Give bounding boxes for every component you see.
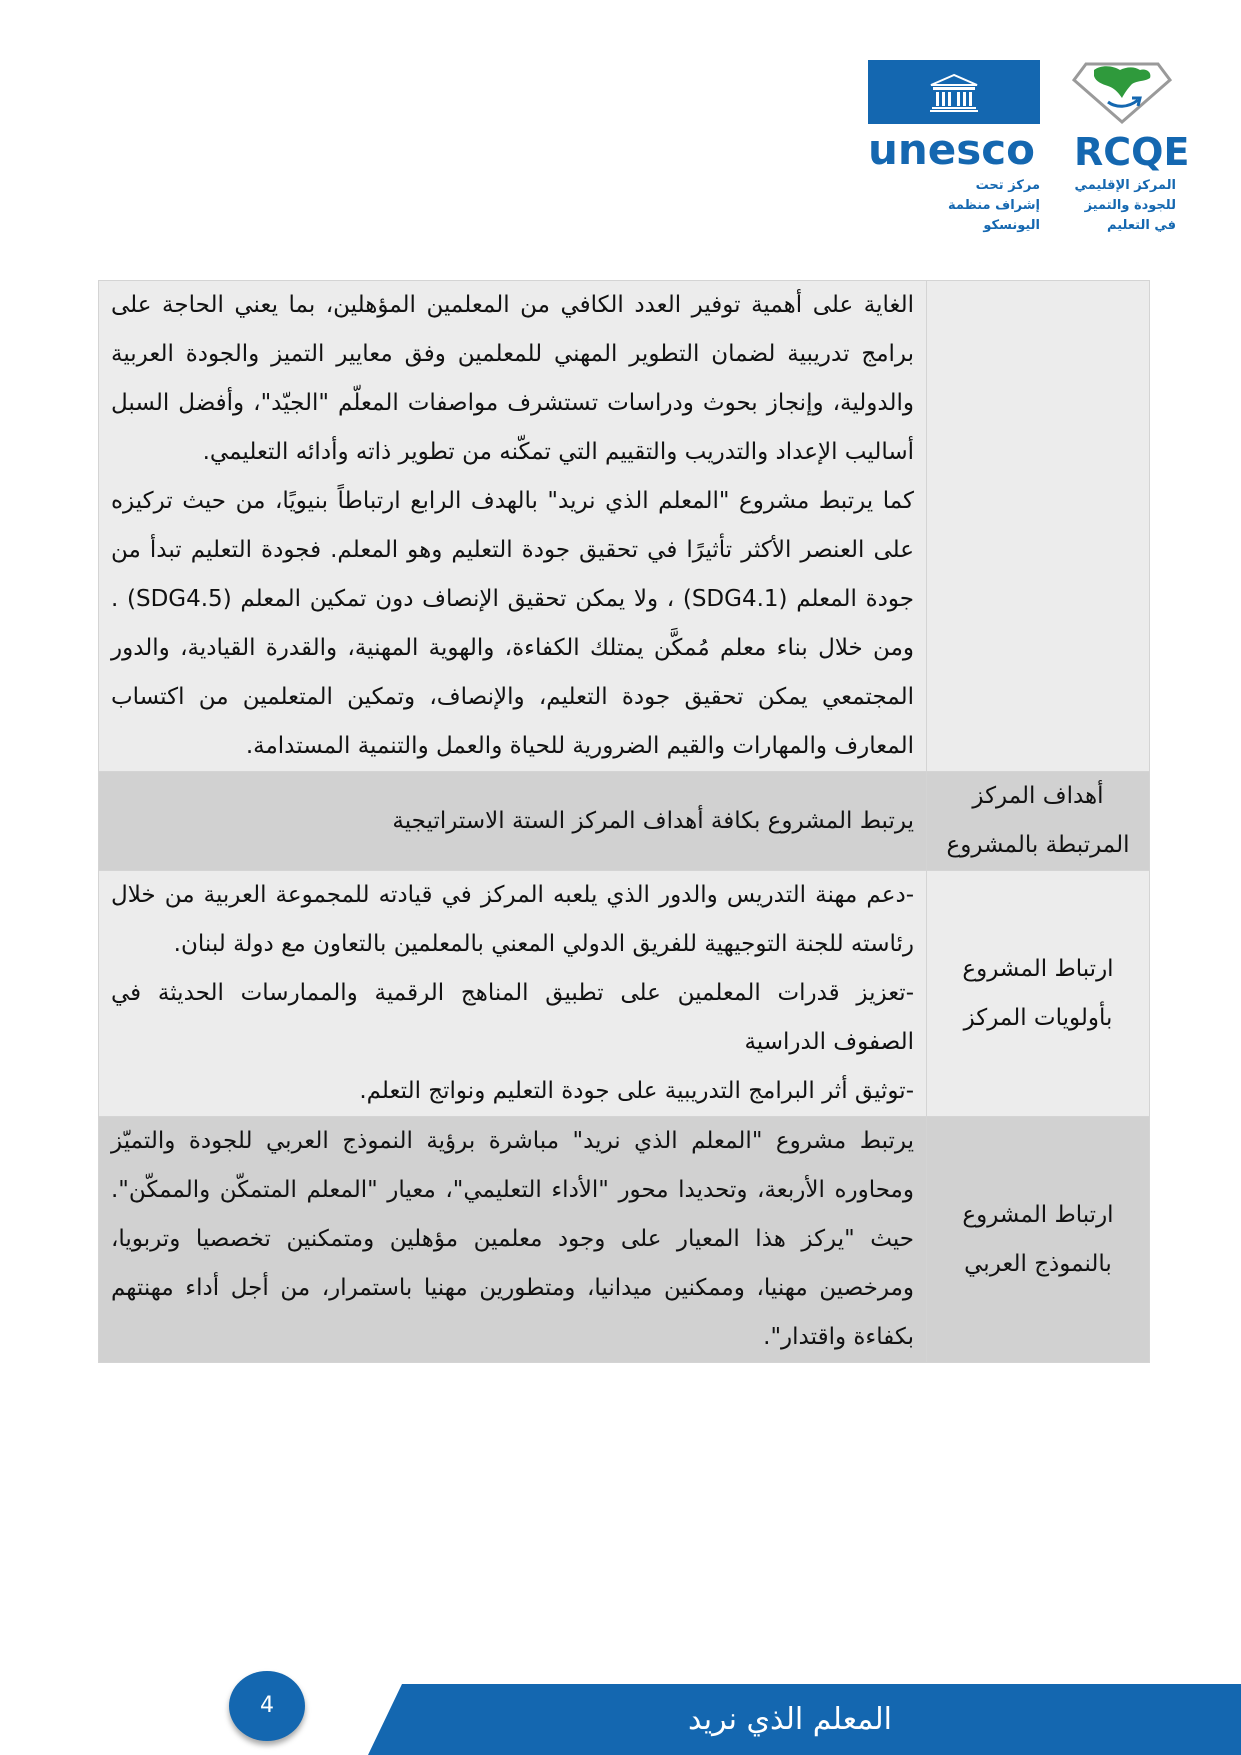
page-number-badge: 4	[229, 1671, 305, 1741]
list-item: -دعم مهنة التدريس والدور الذي يلعبه المركز في قيادته للمجموعة العربية من خلال رئاسته للجنة التوجيهية للفريق الدولي المعني بالمعلمين بالتعاون مع دولة لبنان.	[111, 882, 914, 957]
row-label: أهداف المركز المرتبطة بالمشروع	[927, 772, 1150, 871]
unesco-wordmark: unesco	[868, 125, 1036, 174]
table-row	[99, 281, 1150, 772]
unesco-subtitle: مركز تحت إشراف منظمة اليونسكو	[947, 178, 1040, 233]
list-item: -توثيق أثر البرامج التدريبية على جودة التعليم ونواتج التعلم.	[359, 1078, 914, 1104]
rcqe-wordmark: RCQE	[1074, 130, 1190, 174]
priority-list	[111, 871, 914, 1116]
paragraph: الغاية على أهمية توفير العدد الكافي من المعلمين المؤهلين، بما يعني الحاجة على برامج تدريبية لضمان التطوير المهني للمعلمين وفق معايير التميز والجودة العربية والدولية، وإنجاز بحوث ودراسات تستشرف مواصفات المعلّم "الجيّد"، وأفضل السبل أساليب الإعداد والتدريب والتقييم التي تمكّنه من تطوير ذاته وأدائه التعليمي.	[111, 292, 914, 465]
unesco-logo	[868, 60, 1043, 236]
table-row	[99, 871, 1150, 1117]
row-content	[99, 772, 927, 871]
project-info-table	[98, 280, 1150, 1363]
row-content	[99, 871, 927, 1117]
footer-title: المعلم الذي نريد	[688, 1702, 892, 1737]
unesco-temple-icon	[868, 60, 1040, 124]
paragraph: يرتبط المشروع بكافة أهداف المركز الستة الاستراتيجية	[392, 807, 914, 834]
row-label: ارتباط المشروع بأولويات المركز	[927, 871, 1150, 1117]
rcqe-logo	[1060, 58, 1190, 236]
paragraph: كما يرتبط مشروع "المعلم الذي نريد" بالهدف الرابع ارتباطاً بنيويًا، من حيث تركيزه على العنصر الأكثر تأثيرًا في تحقيق جودة التعليم وهو المعلم. فجودة التعليم تبدأ من جودة المعلم (SDG4.1) ، ولا يمكن تحقيق الإنصاف دون تمكين المعلم (SDG4.5) . ومن خلال بناء معلم مُمكَّن يمتلك الكفاءة، والهوية المهنية، والقدرة القيادية، والدور المجتمعي يمكن تحقيق جودة التعليم، والإنصاف، وتمكين المتعلمين من اكتساب المعارف والمهارات والقيم الضرورية للحياة والعمل والتنمية المستدامة.	[111, 488, 914, 759]
list-item: -تعزيز قدرات المعلمين على تطبيق المناهج الرقمية والممارسات الحديثة في الصفوف الدراسية	[111, 980, 914, 1055]
rcqe-diamond-map-icon	[1072, 58, 1172, 126]
paragraph: يرتبط مشروع "المعلم الذي نريد" مباشرة برؤية النموذج العربي للجودة والتميّز ومحاوره الأربعة، وتحديدا محور "الأداء التعليمي"، معيار "المعلم المتمكّن والممكّن". حيث "يركز هذا المعيار على وجود معلمين مؤهلين ومتمكنين تخصصيا وتربويا، ومرخصين مهنيا، وممكنين ميدانيا، ومتطورين مهنيا باستمرار، من أجل أداء مهنتهم بكفاءة واقتدار".	[111, 1128, 914, 1350]
row-label	[927, 281, 1150, 772]
row-label: ارتباط المشروع بالنموذج العربي	[927, 1117, 1150, 1363]
rcqe-subtitle: المركز الإقليمي للجودة والتميز في التعليم	[1074, 178, 1176, 233]
table-row	[99, 772, 1150, 871]
table-row	[99, 1117, 1150, 1363]
row-content	[99, 281, 927, 772]
row-content	[99, 1117, 927, 1363]
